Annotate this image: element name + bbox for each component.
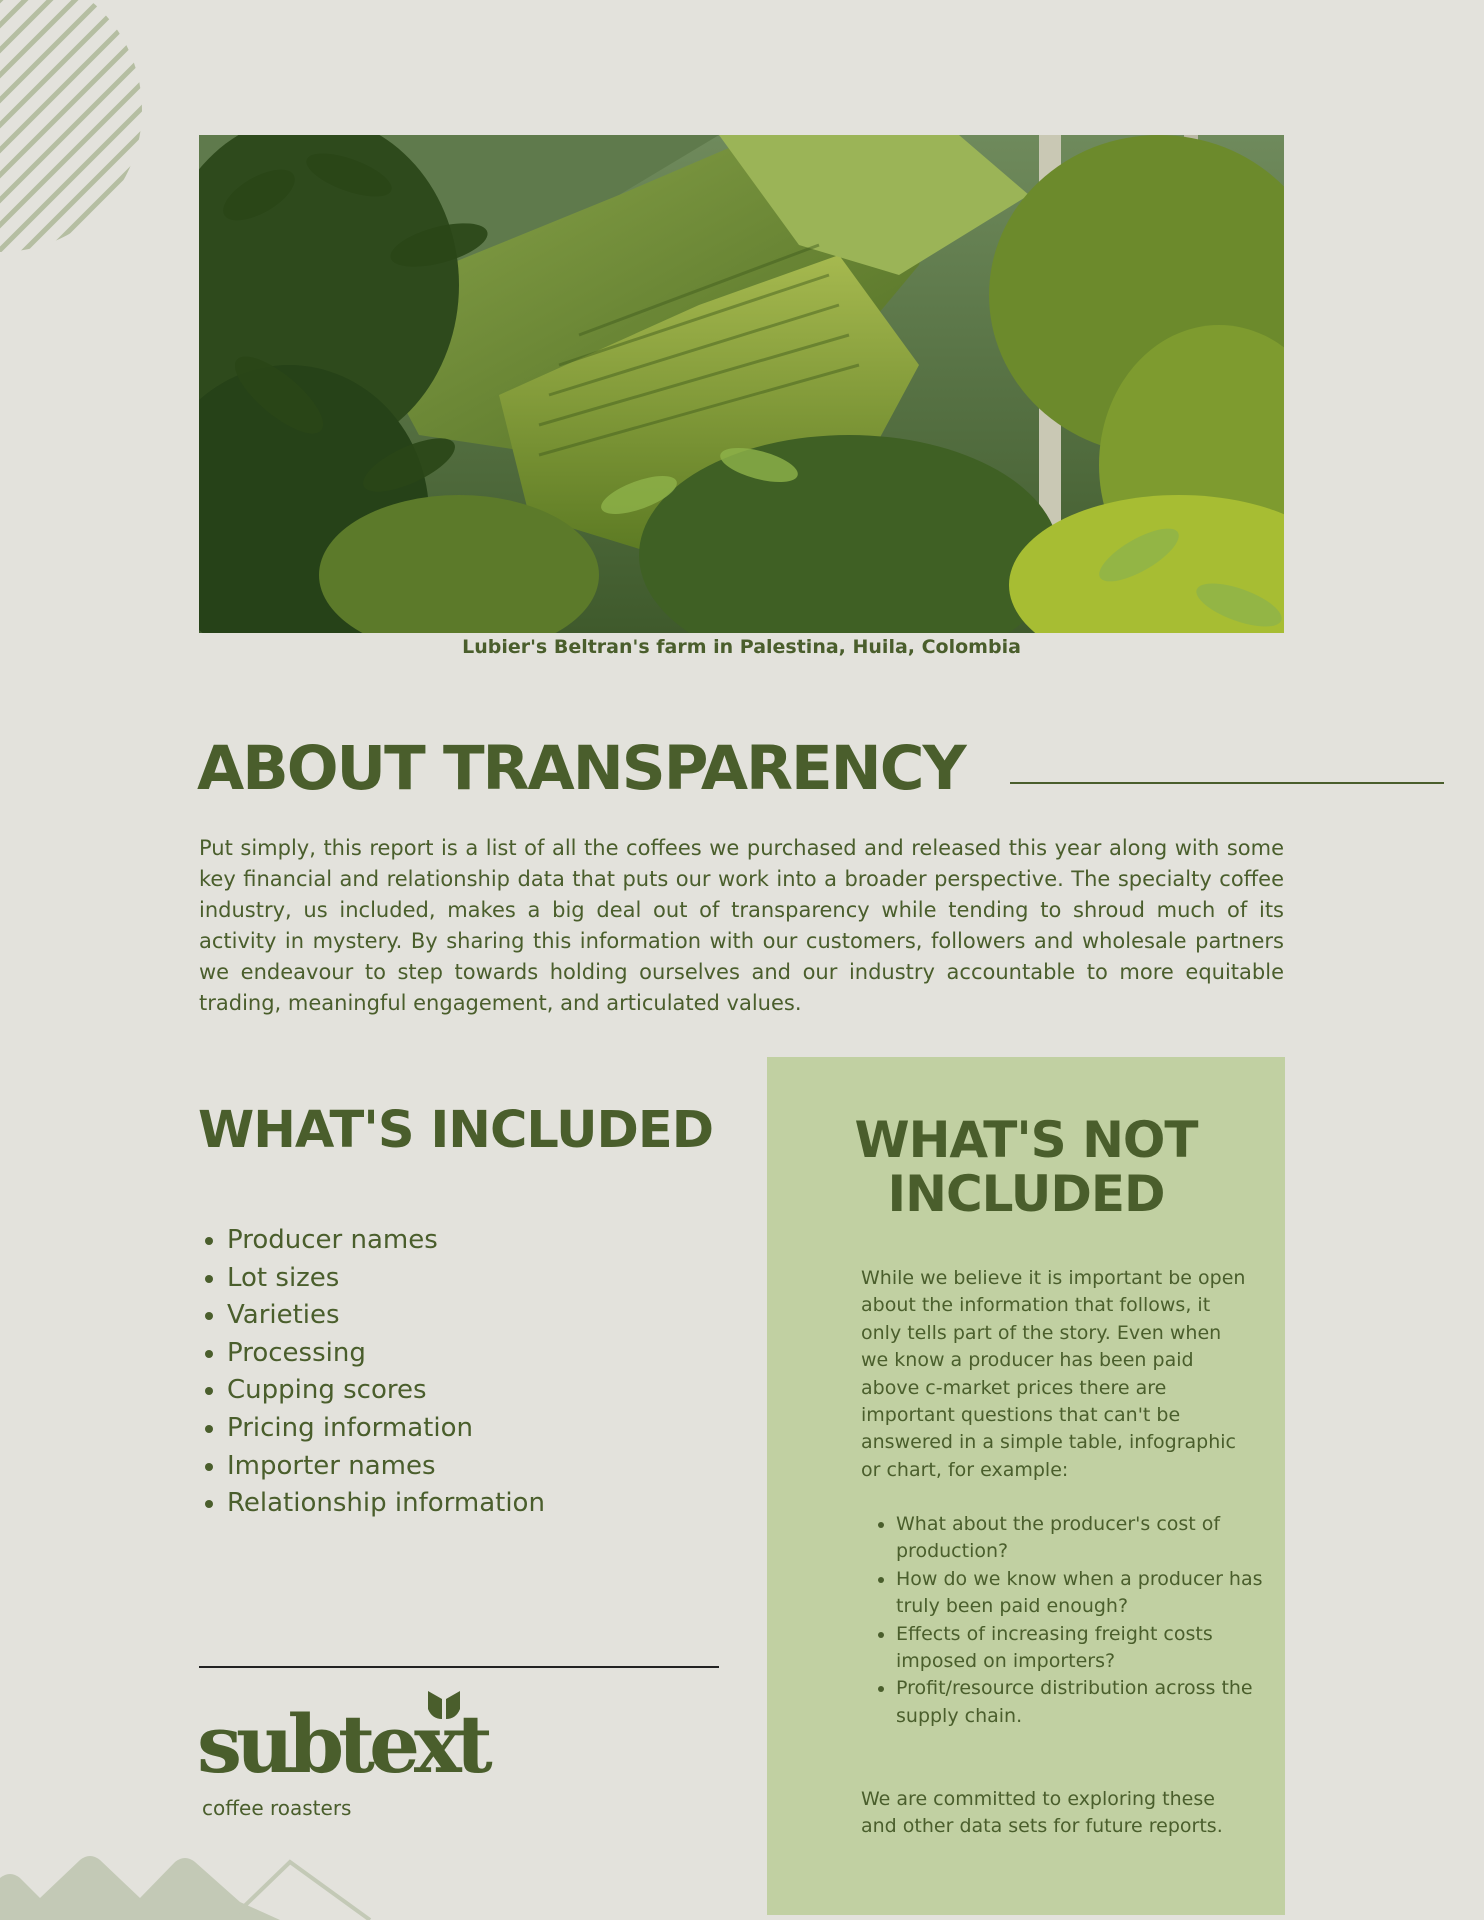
list-item: • Relationship information [227,1485,545,1523]
list-item: • Pricing information [227,1410,545,1448]
list-item: • Producer names [227,1222,545,1260]
list-item: • Varieties [227,1297,545,1335]
list-item: • What about the producer's cost of production? [896,1511,1281,1566]
about-transparency-body: Put simply, this report is a list of all the coffees we purchased and released this year along with some key financial and relationship data that puts our work into a broader perspective. The specialty coffee industry, us included, makes a big deal out of transparency while tending to shroud much of its activity in mystery. By sharing this information with our customers, followers and wholesale partners we endeavour to step towards holding ourselves and our industry accountable to more equitable trading, meaningful engagement, and articulated values. [199,836,1284,1015]
not-included-intro: While we believe it is important be open about the information that follows, it only tells part of the story. Even when we know a producer has been paid above c-market prices there are important questions that can't be answered in a simple table, infographic or chart, for example: [861,1267,1246,1481]
not-included-closing: We are committed to exploring these and other data sets for future reports. [861,1788,1223,1838]
about-transparency-title: ABOUT TRANSPARENCY [197,733,965,804]
mountains-decoration [0,1840,380,1920]
logo-wordmark: subtext [197,1697,487,1791]
list-item: • Processing [227,1335,545,1373]
whats-not-included-title: WHAT'S NOT INCLUDED [854,1111,1198,1223]
list-item: • Importer names [227,1448,545,1486]
photo-caption: Lubier's Beltran's farm in Palestina, Huila, Colombia [462,636,1021,658]
subtext-logo [195,1686,515,1826]
title-divider [1010,782,1444,784]
whats-not-included-panel [767,1057,1285,1915]
logo-tagline: coffee roasters [202,1796,352,1820]
list-item: • Effects of increasing freight costs imposed on importers? [896,1621,1281,1676]
list-item: • How do we know when a producer has truly been paid enough? [896,1566,1281,1621]
whats-included-title: WHAT'S INCLUDED [198,1101,714,1160]
included-list [199,1222,545,1523]
list-item: • Profit/resource distribution across the supply chain. [896,1675,1281,1730]
hero-photo [199,135,1284,633]
striped-circle-decoration [0,0,145,290]
list-item: • Cupping scores [227,1372,545,1410]
list-item: • Lot sizes [227,1260,545,1298]
coffee-farm-hillside-photo [199,135,1284,633]
not-included-list [861,1511,1281,1730]
logo-divider [199,1666,719,1668]
